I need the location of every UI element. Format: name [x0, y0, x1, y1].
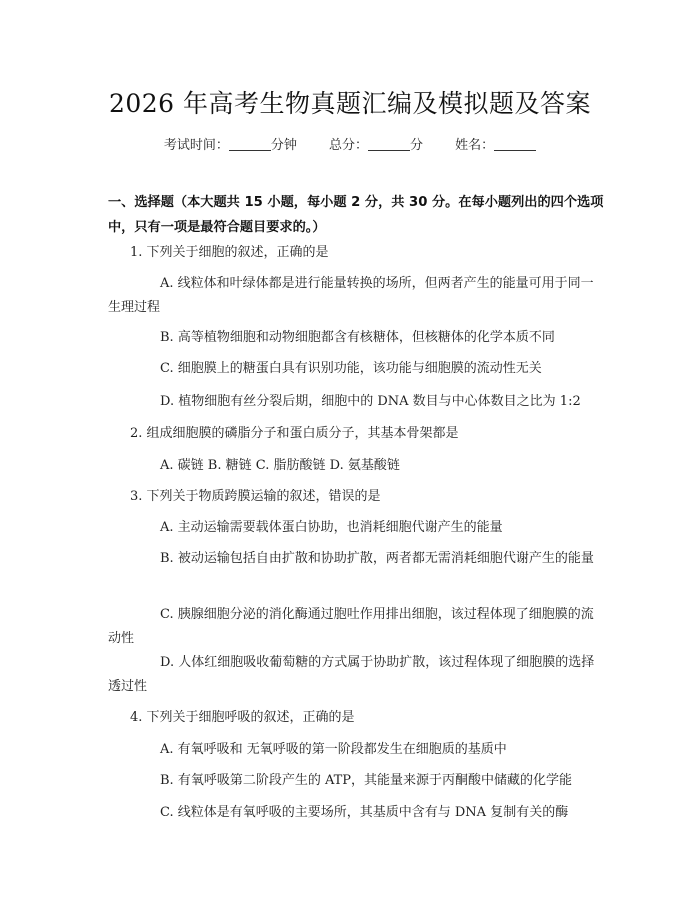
- total-score-blank[interactable]: [368, 138, 410, 151]
- question-1-option-b: B. 高等植物细胞和动物细胞都含有核糖体，但核糖体的化学本质不同: [160, 330, 555, 345]
- exam-time-label: 考试时间：: [163, 138, 229, 153]
- name-field: [455, 138, 536, 153]
- question-1-option-a: A. 线粒体和叶绿体都是进行能量转换的场所，但两者产生的能量可用于同一生理过程: [108, 276, 594, 315]
- question-2-options: A. 碳链 B. 糖链 C. 脂肪酸链 D. 氨基酸链: [160, 458, 400, 473]
- question-1-option-d: D. 植物细胞有丝分裂后期，细胞中的 DNA 数目与中心体数目之比为 1:2: [160, 394, 581, 409]
- exam-time-field: [164, 138, 301, 153]
- question-4-stem: 4. 下列关于细胞呼吸的叙述，正确的是: [130, 710, 355, 725]
- question-2-stem: 2. 组成细胞膜的磷脂分子和蛋白质分子，其基本骨架都是: [130, 426, 459, 441]
- question-3-option-a: A. 主动运输需要载体蛋白协助，也消耗细胞代谢产生的能量: [160, 520, 503, 535]
- question-1-stem: 1. 下列关于细胞的叙述，正确的是: [130, 245, 329, 260]
- total-score-label: 总分：: [328, 138, 368, 153]
- question-3-stem: 3. 下列关于物质跨膜运输的叙述，错误的是: [130, 489, 381, 504]
- total-score-field: [329, 138, 427, 153]
- section-heading: 一、选择题（本大题共 15 小题，每小题 2 分，共 30 分。在每小题列出的四个选项中，只有一项是最符合题目要求的。）: [108, 195, 604, 235]
- exam-time-unit: 分钟: [270, 138, 297, 153]
- question-4-option-a: A. 有氧呼吸和 无氧呼吸的第一阶段都发生在细胞质的基质中: [160, 742, 507, 757]
- name-blank[interactable]: [494, 138, 536, 151]
- document-title: 2026 年高考生物真题汇编及模拟题及答案: [108, 89, 592, 118]
- total-score-unit: 分: [410, 138, 424, 153]
- question-3-option-d: D. 人体红细胞吸收葡萄糖的方式属于协助扩散，该过程体现了细胞膜的选择透过性: [108, 655, 595, 694]
- question-3-option-b: B. 被动运输包括自由扩散和协助扩散，两者都无需消耗细胞代谢产生的能量: [160, 551, 594, 566]
- question-4-option-c: C. 线粒体是有氧呼吸的主要场所，其基质中含有与 DNA 复制有关的酶: [160, 805, 569, 820]
- exam-info-line: [0, 134, 700, 153]
- exam-time-blank[interactable]: [229, 138, 271, 151]
- question-1-option-c: C. 细胞膜上的糖蛋白具有识别功能，该功能与细胞膜的流动性无关: [160, 361, 542, 376]
- question-4-option-b: B. 有氧呼吸第二阶段产生的 ATP，其能量来源于丙酮酸中储藏的化学能: [160, 773, 573, 788]
- question-3-option-c: C. 胰腺细胞分泌的消化酶通过胞吐作用排出细胞，该过程体现了细胞膜的流动性: [108, 607, 594, 646]
- name-label: 姓名：: [455, 138, 495, 153]
